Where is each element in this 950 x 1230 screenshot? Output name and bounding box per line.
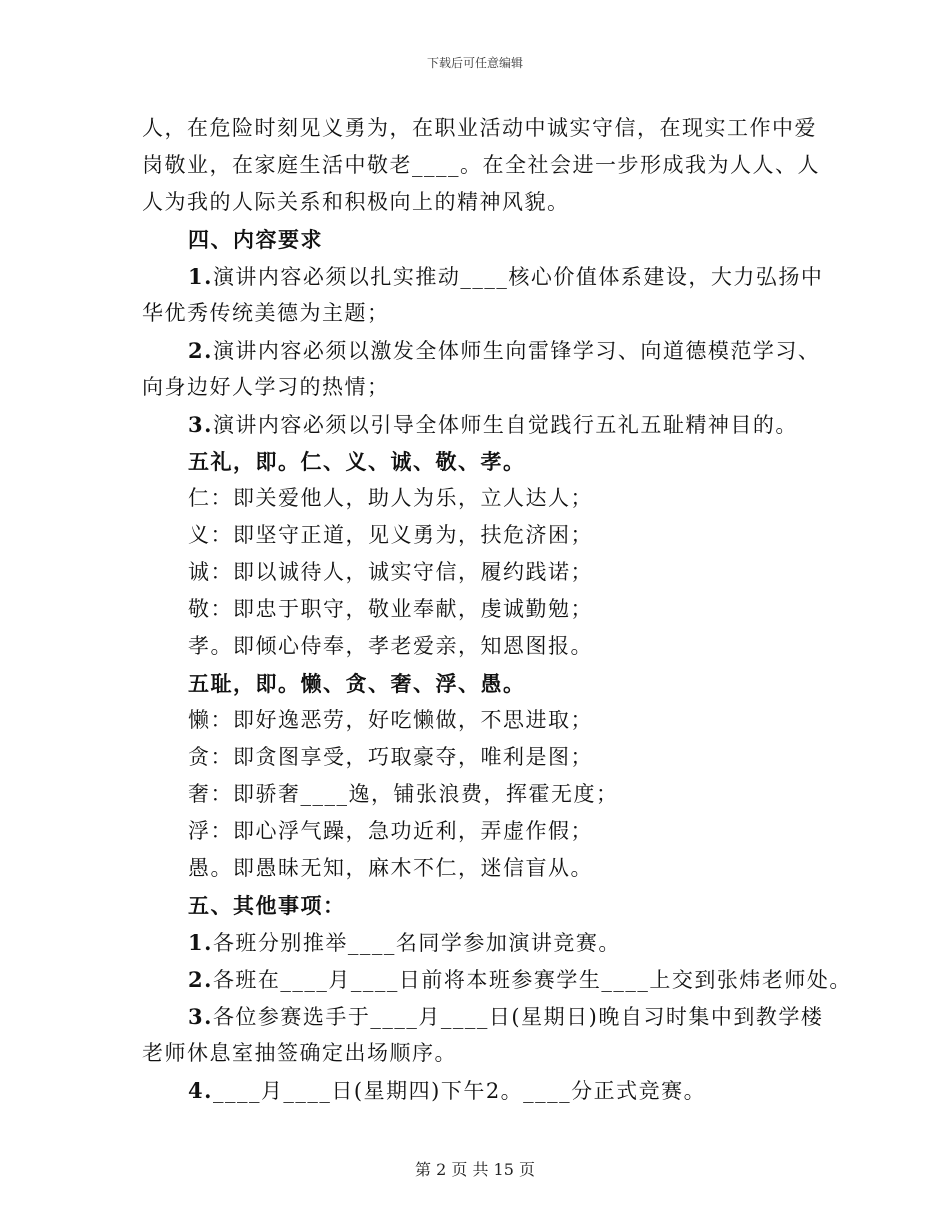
paragraph-line [142,776,802,813]
line-text: 老师休息室抽签确定出场顺序。 [142,1041,457,1065]
line-text: 敬：即忠于职守，敬业奉献，虔诚勤勉； [188,597,593,621]
line-text: 五耻，即。懒、贪、奢、浮、愚。 [188,671,526,696]
line-text: 演讲内容必须以引导全体师生自觉践行五礼五耻精神目的。 [212,413,798,437]
line-text: 懒：即好逸恶劳，好吃懒做，不思进取； [188,708,593,732]
line-text: 演讲内容必须以激发全体师生向雷锋学习、向道德模范学习、 [212,339,821,363]
list-number: 2. [188,338,213,363]
list-number: 2. [188,967,213,992]
section-heading [142,443,802,480]
document-body [142,110,852,1109]
page-header: 下载后可任意编辑 [426,56,523,70]
paragraph-line [142,517,802,554]
line-text: 岗敬业，在家庭生活中敬老____。在全社会进一步形成我为人人、人 [142,153,820,177]
line-text: 各班在____月____日前将本班参赛学生____上交到张炜老师处。 [212,968,852,992]
paragraph-line [142,147,820,184]
list-number: 4. [188,1078,213,1103]
line-text: 五礼，即。仁、义、诚、敬、孝。 [188,449,526,474]
paragraph-line [142,591,802,628]
page-footer: 第 2 页 共 15 页 [415,1160,535,1179]
paragraph-line [142,480,802,517]
paragraph-line [142,961,852,998]
section-heading [142,887,802,924]
line-text: 诚：即以诚待人，诚实守信，履约践诺； [188,560,593,584]
line-text: 四、内容要求 [188,227,323,252]
line-text: 愚。即愚昧无知，麻木不仁，迷信盲从。 [188,856,593,880]
paragraph-line [142,184,802,221]
line-text: 向身边好人学习的热情； [142,375,390,399]
paragraph-line [142,369,802,406]
line-text: 奢：即骄奢____逸，铺张浪费，挥霍无度； [188,782,619,806]
paragraph-line [142,110,817,147]
paragraph-line [142,1072,802,1109]
line-text: 各班分别推举____名同学参加演讲竞赛。 [212,931,621,955]
paragraph-line [142,702,802,739]
paragraph-line [142,628,802,665]
line-text: 义：即坚守正道，见义勇为，扶危济困； [188,523,593,547]
line-text: 各位参赛选手于____月____日(星期日)晚自习时集中到教学楼 [212,1005,824,1029]
line-text: 贪：即贪图享受，巧取豪夺，唯利是图； [188,745,593,769]
line-text: ____月____日(星期四)下午2。____分正式竞赛。 [212,1079,707,1103]
line-text: 仁：即关爱他人，助人为乐，立人达人； [188,486,593,510]
section-heading [142,665,802,702]
line-text: 人为我的人际关系和积极向上的精神风貌。 [142,190,570,214]
paragraph-line [142,739,802,776]
paragraph-line [142,554,802,591]
list-number: 1. [188,930,213,955]
list-number: 3. [188,1004,213,1029]
paragraph-line [142,998,824,1035]
paragraph-line [142,295,802,332]
section-heading [142,221,802,258]
paragraph-line [142,850,802,887]
line-text: 孝。即倾心侍奉，孝老爱亲，知恩图报。 [188,634,593,658]
paragraph-line [142,332,821,369]
list-number: 3. [188,412,213,437]
line-text: 演讲内容必须以扎实推动____核心价值体系建设，大力弘扬中 [212,265,824,289]
paragraph-line [142,924,802,961]
paragraph-line [142,813,802,850]
line-text: 人，在危险时刻见义勇为，在职业活动中诚实守信，在现实工作中爱 [142,116,817,140]
paragraph-line [142,406,802,443]
paragraph-line [142,1035,802,1072]
line-text: 华优秀传统美德为主题； [142,301,390,325]
list-number: 1. [188,264,213,289]
line-text: 五、其他事项： [188,893,346,918]
paragraph-line [142,258,824,295]
line-text: 浮：即心浮气躁，急功近利，弄虚作假； [188,819,593,843]
